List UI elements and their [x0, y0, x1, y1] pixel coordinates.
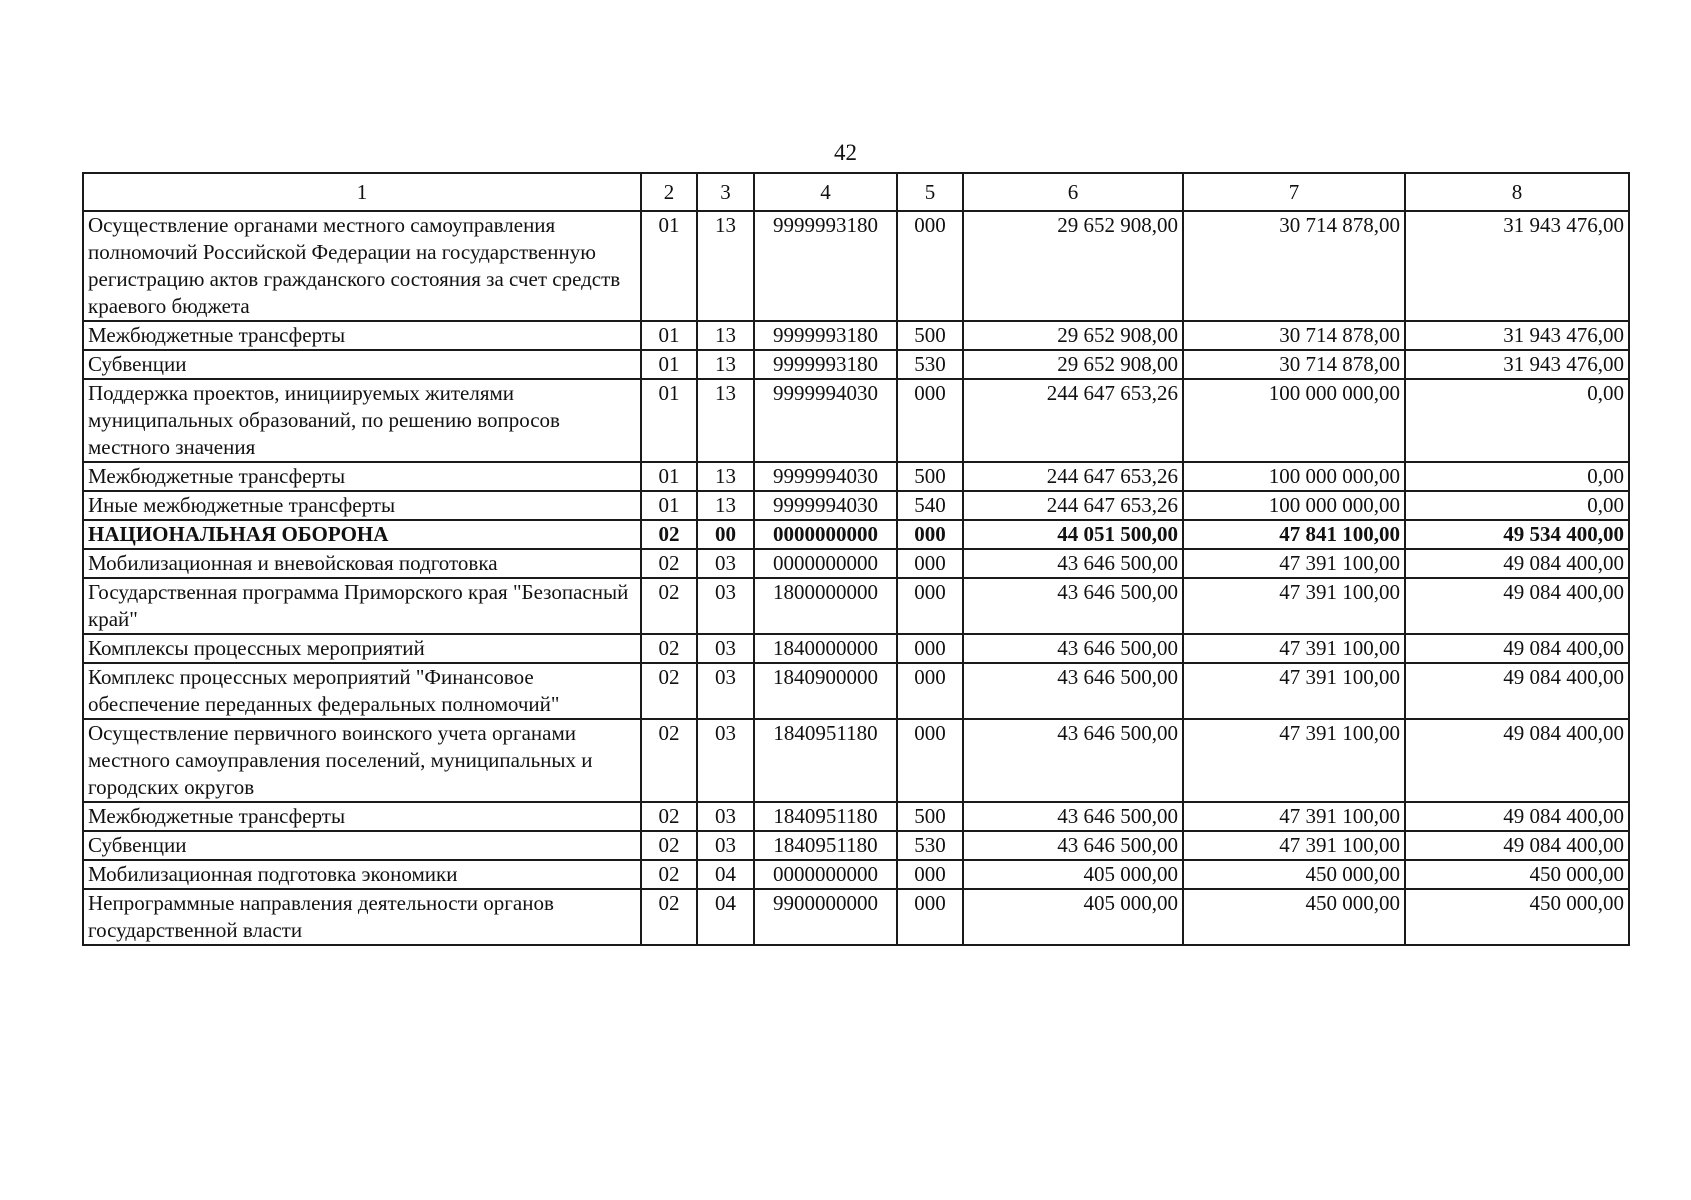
amount-col7-cell: 30 714 878,00	[1183, 350, 1405, 379]
amount-col7-cell: 47 391 100,00	[1183, 634, 1405, 663]
row-name-cell: Субвенции	[83, 350, 641, 379]
target-article-cell: 9999993180	[754, 321, 897, 350]
section-code-cell: 01	[641, 379, 697, 462]
amount-col8-cell: 49 084 400,00	[1405, 663, 1629, 719]
amount-col7-cell: 47 391 100,00	[1183, 831, 1405, 860]
target-article-cell: 1840900000	[754, 663, 897, 719]
column-number-row	[83, 173, 1629, 211]
target-article-cell: 1840951180	[754, 719, 897, 802]
expense-type-cell: 500	[897, 321, 963, 350]
target-article-cell: 9999994030	[754, 491, 897, 520]
amount-col8-cell: 450 000,00	[1405, 889, 1629, 945]
table-row	[83, 379, 1629, 462]
row-name-cell: Непрограммные направления деятельности органов государственной власти	[83, 889, 641, 945]
amount-col8-cell: 0,00	[1405, 462, 1629, 491]
table-row	[83, 491, 1629, 520]
budget-table	[82, 172, 1630, 946]
column-header: 1	[83, 173, 641, 211]
amount-col6-cell: 29 652 908,00	[963, 321, 1183, 350]
page-number: 42	[834, 140, 857, 165]
table-row	[83, 462, 1629, 491]
subsection-code-cell: 13	[697, 491, 754, 520]
amount-col6-cell: 43 646 500,00	[963, 719, 1183, 802]
target-article-cell: 9999994030	[754, 462, 897, 491]
amount-col8-cell: 49 084 400,00	[1405, 719, 1629, 802]
table-row	[83, 802, 1629, 831]
row-name-cell: Мобилизационная и вневойсковая подготовка	[83, 549, 641, 578]
amount-col8-cell: 31 943 476,00	[1405, 321, 1629, 350]
subsection-code-cell: 13	[697, 462, 754, 491]
section-code-cell: 02	[641, 889, 697, 945]
row-name-cell: Мобилизационная подготовка экономики	[83, 860, 641, 889]
amount-col6-cell: 244 647 653,26	[963, 491, 1183, 520]
expense-type-cell: 000	[897, 860, 963, 889]
section-code-cell: 02	[641, 663, 697, 719]
amount-col8-cell: 0,00	[1405, 491, 1629, 520]
expense-type-cell: 000	[897, 663, 963, 719]
section-code-cell: 02	[641, 802, 697, 831]
table-row	[83, 634, 1629, 663]
amount-col7-cell: 47 391 100,00	[1183, 549, 1405, 578]
amount-col7-cell: 47 391 100,00	[1183, 578, 1405, 634]
subsection-code-cell: 13	[697, 350, 754, 379]
table-row	[83, 520, 1629, 549]
row-name-cell: Комплекс процессных мероприятий "Финансовое обеспечение переданных федеральных полномочий"	[83, 663, 641, 719]
subsection-code-cell: 03	[697, 634, 754, 663]
amount-col8-cell: 450 000,00	[1405, 860, 1629, 889]
section-code-cell: 02	[641, 549, 697, 578]
column-header: 4	[754, 173, 897, 211]
subsection-code-cell: 03	[697, 719, 754, 802]
amount-col7-cell: 47 391 100,00	[1183, 802, 1405, 831]
amount-col8-cell: 0,00	[1405, 379, 1629, 462]
amount-col6-cell: 43 646 500,00	[963, 802, 1183, 831]
subsection-code-cell: 13	[697, 379, 754, 462]
amount-col7-cell: 30 714 878,00	[1183, 211, 1405, 321]
column-header: 6	[963, 173, 1183, 211]
amount-col7-cell: 450 000,00	[1183, 889, 1405, 945]
target-article-cell: 9999993180	[754, 211, 897, 321]
amount-col8-cell: 49 084 400,00	[1405, 549, 1629, 578]
expense-type-cell: 500	[897, 462, 963, 491]
subsection-code-cell: 13	[697, 321, 754, 350]
amount-col7-cell: 100 000 000,00	[1183, 379, 1405, 462]
expense-type-cell: 540	[897, 491, 963, 520]
section-code-cell: 01	[641, 491, 697, 520]
amount-col7-cell: 100 000 000,00	[1183, 491, 1405, 520]
section-code-cell: 02	[641, 860, 697, 889]
target-article-cell: 0000000000	[754, 860, 897, 889]
section-code-cell: 01	[641, 211, 697, 321]
expense-type-cell: 500	[897, 802, 963, 831]
row-name-cell: Осуществление первичного воинского учета органами местного самоуправления поселений, муниципальных и городских округов	[83, 719, 641, 802]
column-header: 8	[1405, 173, 1629, 211]
column-header: 3	[697, 173, 754, 211]
amount-col6-cell: 43 646 500,00	[963, 663, 1183, 719]
row-name-cell: Осуществление органами местного самоуправления полномочий Российской Федерации на государственную регистрацию актов гражданского состояния за счет средств краевого бюджета	[83, 211, 641, 321]
row-name-cell: Государственная программа Приморского края "Безопасный край"	[83, 578, 641, 634]
amount-col8-cell: 49 084 400,00	[1405, 802, 1629, 831]
target-article-cell: 0000000000	[754, 549, 897, 578]
target-article-cell: 9900000000	[754, 889, 897, 945]
amount-col8-cell: 31 943 476,00	[1405, 350, 1629, 379]
subsection-code-cell: 00	[697, 520, 754, 549]
expense-type-cell: 000	[897, 211, 963, 321]
row-name-cell: Межбюджетные трансферты	[83, 321, 641, 350]
section-code-cell: 02	[641, 719, 697, 802]
expense-type-cell: 530	[897, 350, 963, 379]
amount-col8-cell: 49 084 400,00	[1405, 634, 1629, 663]
section-code-cell: 02	[641, 831, 697, 860]
amount-col6-cell: 405 000,00	[963, 860, 1183, 889]
row-name-cell: НАЦИОНАЛЬНАЯ ОБОРОНА	[83, 520, 641, 549]
amount-col8-cell: 49 084 400,00	[1405, 831, 1629, 860]
amount-col6-cell: 244 647 653,26	[963, 462, 1183, 491]
amount-col8-cell: 31 943 476,00	[1405, 211, 1629, 321]
section-code-cell: 01	[641, 462, 697, 491]
row-name-cell: Субвенции	[83, 831, 641, 860]
column-header: 7	[1183, 173, 1405, 211]
amount-col7-cell: 47 841 100,00	[1183, 520, 1405, 549]
table-row	[83, 549, 1629, 578]
expense-type-cell: 000	[897, 634, 963, 663]
target-article-cell: 0000000000	[754, 520, 897, 549]
expense-type-cell: 530	[897, 831, 963, 860]
expense-type-cell: 000	[897, 549, 963, 578]
row-name-cell: Межбюджетные трансферты	[83, 462, 641, 491]
amount-col7-cell: 30 714 878,00	[1183, 321, 1405, 350]
table-row	[83, 831, 1629, 860]
amount-col6-cell: 43 646 500,00	[963, 578, 1183, 634]
amount-col6-cell: 29 652 908,00	[963, 211, 1183, 321]
subsection-code-cell: 04	[697, 889, 754, 945]
amount-col6-cell: 43 646 500,00	[963, 634, 1183, 663]
column-header: 2	[641, 173, 697, 211]
section-code-cell: 02	[641, 520, 697, 549]
table-row	[83, 321, 1629, 350]
amount-col6-cell: 405 000,00	[963, 889, 1183, 945]
subsection-code-cell: 04	[697, 860, 754, 889]
target-article-cell: 1840951180	[754, 831, 897, 860]
row-name-cell: Комплексы процессных мероприятий	[83, 634, 641, 663]
amount-col6-cell: 29 652 908,00	[963, 350, 1183, 379]
target-article-cell: 9999993180	[754, 350, 897, 379]
table-row	[83, 578, 1629, 634]
amount-col8-cell: 49 534 400,00	[1405, 520, 1629, 549]
target-article-cell: 1840000000	[754, 634, 897, 663]
section-code-cell: 01	[641, 321, 697, 350]
amount-col8-cell: 49 084 400,00	[1405, 578, 1629, 634]
amount-col6-cell: 43 646 500,00	[963, 549, 1183, 578]
section-code-cell: 01	[641, 350, 697, 379]
subsection-code-cell: 03	[697, 831, 754, 860]
expense-type-cell: 000	[897, 520, 963, 549]
section-code-cell: 02	[641, 578, 697, 634]
amount-col6-cell: 43 646 500,00	[963, 831, 1183, 860]
subsection-code-cell: 03	[697, 578, 754, 634]
table-row	[83, 211, 1629, 321]
subsection-code-cell: 03	[697, 663, 754, 719]
row-name-cell: Поддержка проектов, инициируемых жителями муниципальных образований, по решению вопросов местного значения	[83, 379, 641, 462]
row-name-cell: Иные межбюджетные трансферты	[83, 491, 641, 520]
subsection-code-cell: 03	[697, 549, 754, 578]
table-row	[83, 663, 1629, 719]
subsection-code-cell: 03	[697, 802, 754, 831]
table-row	[83, 889, 1629, 945]
target-article-cell: 9999994030	[754, 379, 897, 462]
expense-type-cell: 000	[897, 889, 963, 945]
amount-col7-cell: 47 391 100,00	[1183, 663, 1405, 719]
target-article-cell: 1800000000	[754, 578, 897, 634]
table-row	[83, 860, 1629, 889]
subsection-code-cell: 13	[697, 211, 754, 321]
table-row	[83, 350, 1629, 379]
section-code-cell: 02	[641, 634, 697, 663]
table-body	[83, 211, 1629, 945]
amount-col6-cell: 44 051 500,00	[963, 520, 1183, 549]
table-row	[83, 719, 1629, 802]
expense-type-cell: 000	[897, 719, 963, 802]
expense-type-cell: 000	[897, 379, 963, 462]
amount-col7-cell: 450 000,00	[1183, 860, 1405, 889]
amount-col6-cell: 244 647 653,26	[963, 379, 1183, 462]
column-header: 5	[897, 173, 963, 211]
target-article-cell: 1840951180	[754, 802, 897, 831]
amount-col7-cell: 47 391 100,00	[1183, 719, 1405, 802]
amount-col7-cell: 100 000 000,00	[1183, 462, 1405, 491]
expense-type-cell: 000	[897, 578, 963, 634]
row-name-cell: Межбюджетные трансферты	[83, 802, 641, 831]
